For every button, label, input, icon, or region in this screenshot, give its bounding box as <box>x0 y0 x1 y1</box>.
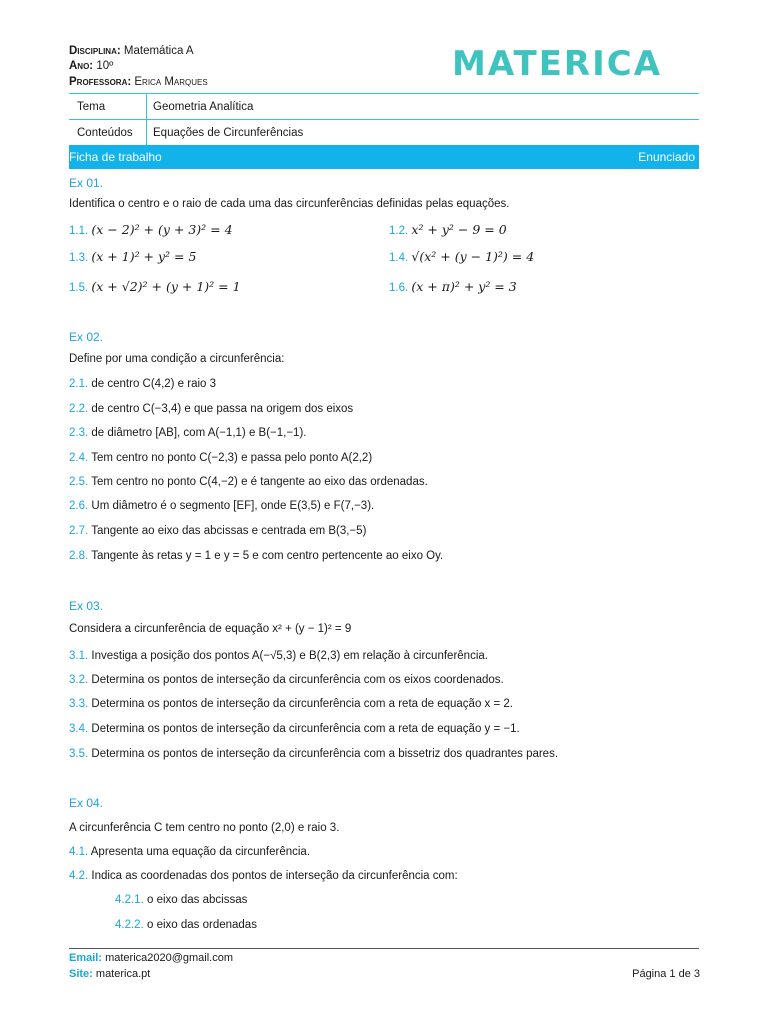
text-3-3: Determina os pontos de interseção da circunferência com a reta de equação x = 2. <box>91 698 513 710</box>
num-4-1: 4.1. <box>69 846 89 858</box>
num-1-3: 1.3. <box>69 252 89 264</box>
text-3-1: Investiga a posição dos pontos A(−√5,3) e B(2,3) em relação à circunferência. <box>91 650 488 662</box>
num-1-4: 1.4. <box>389 252 409 264</box>
disciplina-line <box>69 45 194 58</box>
email-link[interactable]: materica2020@gmail.com <box>105 952 234 964</box>
item-2-8 <box>69 550 443 562</box>
disciplina-value: Matemática A <box>123 45 194 57</box>
meta-table <box>69 93 699 146</box>
site-label: Site: <box>69 968 93 980</box>
eq-1-5: (x + √2)² + (y + 1)² = 1 <box>91 279 241 294</box>
text-2-6: Um diâmetro é o segmento [EF], onde E(3,5) e F(7,−3). <box>91 500 375 512</box>
statement-label: Enunciado <box>638 150 695 164</box>
page-number: Página 1 de 3 <box>632 968 700 980</box>
item-1-2 <box>389 222 507 237</box>
item-1-5 <box>69 279 241 294</box>
ex04-intro: A circunferência C tem centro no ponto (2,0) e raio 3. <box>69 822 340 834</box>
ex03-title: Ex 03. <box>69 599 104 613</box>
item-3-2 <box>69 674 504 686</box>
num-2-8: 2.8. <box>69 550 89 562</box>
ano-value: 10º <box>96 60 114 72</box>
item-4-2-1 <box>115 894 247 906</box>
eq-1-6: (x + π)² + y² = 3 <box>411 279 517 294</box>
num-2-5: 2.5. <box>69 476 89 488</box>
ex01-title: Ex 01. <box>69 176 104 190</box>
num-1-2: 1.2. <box>389 225 409 237</box>
site-link[interactable]: materica.pt <box>95 968 151 980</box>
conteudos-value: Equações de Circunferências <box>153 126 304 139</box>
num-3-4: 3.4. <box>69 723 89 735</box>
item-3-4 <box>69 723 520 735</box>
num-1-5: 1.5. <box>69 282 89 294</box>
item-1-3 <box>69 249 196 264</box>
item-1-4 <box>389 249 534 264</box>
text-3-5: Determina os pontos de interseção da circunferência com a bissetriz dos quadrantes pares. <box>91 748 559 760</box>
conteudos-row <box>69 120 699 146</box>
item-4-1 <box>69 846 310 858</box>
item-3-5 <box>69 748 558 760</box>
num-4-2: 4.2. <box>69 870 89 882</box>
num-2-2: 2.2. <box>69 403 89 415</box>
item-2-7 <box>69 525 366 537</box>
ano-label: Ano: <box>69 60 94 72</box>
num-1-6: 1.6. <box>389 282 409 294</box>
item-2-6 <box>69 500 374 512</box>
conteudos-label: Conteúdos <box>69 120 147 145</box>
ex01-intro: Identifica o centro e o raio de cada uma das circunferências definidas pelas equações. <box>69 198 510 210</box>
text-3-2: Determina os pontos de interseção da circunferência com os eixos coordenados. <box>91 674 504 686</box>
item-2-5 <box>69 476 428 488</box>
tema-value: Geometria Analítica <box>153 100 254 113</box>
item-4-2 <box>69 870 458 882</box>
disciplina-label: Disciplina: <box>69 45 121 57</box>
materica-logo: MATERICA <box>452 44 663 84</box>
ex02-intro: Define por uma condição a circunferência: <box>69 353 285 365</box>
ex04-title: Ex 04. <box>69 796 104 810</box>
text-2-4: Tem centro no ponto C(−2,3) e passa pelo ponto A(2,2) <box>91 452 373 464</box>
text-2-2: de centro C(−3,4) e que passa na origem dos eixos <box>91 403 354 415</box>
item-3-3 <box>69 698 513 710</box>
item-2-2 <box>69 403 353 415</box>
num-3-1: 3.1. <box>69 650 89 662</box>
footer-email <box>69 952 233 964</box>
num-2-1: 2.1. <box>69 378 89 390</box>
email-label: Email: <box>69 952 103 964</box>
text-4-2: Indica as coordenadas dos pontos de interseção da circunferência com: <box>91 870 458 882</box>
eq-1-2: x² + y² − 9 = 0 <box>411 222 507 237</box>
text-2-5: Tem centro no ponto C(4,−2) e é tangente ao eixo das ordenadas. <box>91 476 428 488</box>
ex02-title: Ex 02. <box>69 330 104 344</box>
num-2-4: 2.4. <box>69 452 89 464</box>
num-2-7: 2.7. <box>69 525 89 537</box>
eq-1-1: (x − 2)² + (y + 3)² = 4 <box>91 222 233 237</box>
text-3-4: Determina os pontos de interseção da circunferência com a reta de equação y = −1. <box>91 723 520 735</box>
professora-line <box>69 76 208 89</box>
ano-line <box>69 60 113 73</box>
worksheet-label: Ficha de trabalho <box>69 150 162 164</box>
text-2-1: de centro C(4,2) e raio 3 <box>91 378 217 390</box>
num-3-5: 3.5. <box>69 748 89 760</box>
item-4-2-2 <box>115 919 257 931</box>
num-3-2: 3.2. <box>69 674 89 686</box>
item-2-3 <box>69 427 306 439</box>
footer-site <box>69 968 150 980</box>
professora-value: Erica Marques <box>134 76 208 88</box>
num-1-1: 1.1. <box>69 225 89 237</box>
worksheet-bar <box>69 145 699 169</box>
item-2-4 <box>69 452 372 464</box>
text-2-3: de diâmetro [AB], com A(−1,1) e B(−1,−1). <box>91 427 307 439</box>
text-2-7: Tangente ao eixo das abcissas e centrada em B(3,−5) <box>91 525 367 537</box>
tema-label: Tema <box>69 94 147 119</box>
item-2-1 <box>69 378 216 390</box>
text-4-1: Apresenta uma equação da circunferência. <box>90 846 311 858</box>
text-2-8: Tangente às retas y = 1 e y = 5 e com centro pertencente ao eixo Oy. <box>91 550 444 562</box>
eq-1-4: √(x² + (y − 1)²) = 4 <box>411 249 535 264</box>
item-1-6 <box>389 279 517 294</box>
professora-label: Professora: <box>69 76 132 88</box>
tema-row <box>69 94 699 120</box>
num-4-2-2: 4.2.2. <box>115 919 144 931</box>
text-4-2-1: o eixo das abcissas <box>146 894 248 906</box>
ex03-intro: Considera a circunferência de equação x² + (y − 1)² = 9 <box>69 623 352 635</box>
text-4-2-2: o eixo das ordenadas <box>146 919 257 931</box>
item-3-1 <box>69 650 488 662</box>
num-3-3: 3.3. <box>69 698 89 710</box>
eq-1-3: (x + 1)² + y² = 5 <box>91 249 197 264</box>
num-2-3: 2.3. <box>69 427 89 439</box>
item-1-1 <box>69 222 233 237</box>
footer-divider <box>69 948 699 949</box>
num-4-2-1: 4.2.1. <box>115 894 144 906</box>
num-2-6: 2.6. <box>69 500 89 512</box>
